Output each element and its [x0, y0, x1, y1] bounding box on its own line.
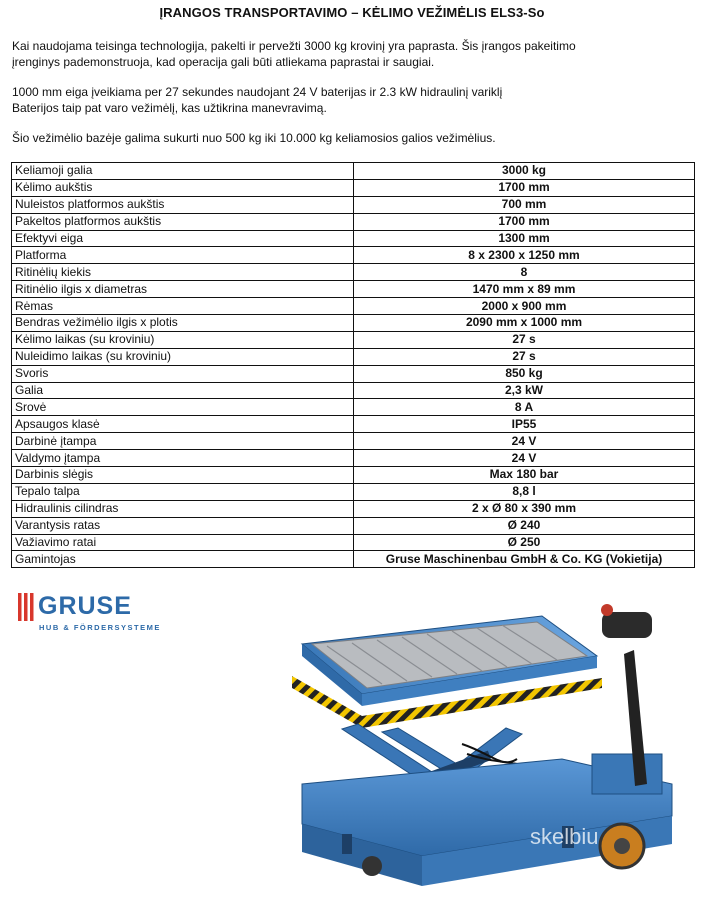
table-row — [12, 179, 695, 196]
spec-label: Valdymo įtampa — [12, 450, 354, 467]
spec-value: 2,3 kW — [354, 382, 695, 399]
spec-value: 1700 mm — [354, 213, 695, 230]
specification-table — [11, 162, 695, 568]
spec-label: Važiavimo ratai — [12, 534, 354, 551]
spec-value: 27 s — [354, 331, 695, 348]
table-row — [12, 281, 695, 298]
spec-value: Ø 250 — [354, 534, 695, 551]
spec-value: 24 V — [354, 433, 695, 450]
spec-label: Srovė — [12, 399, 354, 416]
spec-label: Efektyvi eiga — [12, 230, 354, 247]
table-row — [12, 196, 695, 213]
spec-value: 8 A — [354, 399, 695, 416]
spec-value: 8,8 l — [354, 483, 695, 500]
spec-value: 8 — [354, 264, 695, 281]
document-title: ĮRANGOS TRANSPORTAVIMO – KĖLIMO VEŽIMĖLIS ELS3-So — [159, 5, 545, 20]
spec-label: Tepalo talpa — [12, 483, 354, 500]
table-row — [12, 382, 695, 399]
spec-label: Keliamoji galia — [12, 163, 354, 180]
spec-value: 1300 mm — [354, 230, 695, 247]
spec-label: Pakeltos platformos aukštis — [12, 213, 354, 230]
table-row — [12, 213, 695, 230]
spec-label: Darbinė įtampa — [12, 433, 354, 450]
spec-label: Apsaugos klasė — [12, 416, 354, 433]
table-row — [12, 467, 695, 484]
spec-label: Nuleistos platformos aukštis — [12, 196, 354, 213]
table-row — [12, 348, 695, 365]
intro-paragraph — [12, 130, 702, 146]
spec-value: Ø 240 — [354, 517, 695, 534]
table-row — [12, 365, 695, 382]
table-row — [12, 416, 695, 433]
intro-line: įrenginys pademonstruoja, kad operacija gali būti atliekama paprastai ir saugiai. — [12, 55, 435, 69]
spec-value: 2090 mm x 1000 mm — [354, 315, 695, 332]
spec-label: Galia — [12, 382, 354, 399]
table-row — [12, 230, 695, 247]
table-row — [12, 163, 695, 180]
spec-label: Darbinis slėgis — [12, 467, 354, 484]
spec-value: 8 x 2300 x 1250 mm — [354, 247, 695, 264]
table-row — [12, 331, 695, 348]
table-row — [12, 483, 695, 500]
spec-value: 700 mm — [354, 196, 695, 213]
table-row — [12, 264, 695, 281]
logo-tagline: HUB & FÖRDERSYSTEME — [39, 623, 161, 632]
intro-line: 1000 mm eiga įveikiama per 27 sekundes naudojant 24 V baterijas ir 2.3 kW hidraulinį variklį — [12, 85, 503, 99]
table-row — [12, 247, 695, 264]
watermark-text: skelbiu — [530, 824, 599, 849]
spec-label: Kėlimo aukštis — [12, 179, 354, 196]
table-row — [12, 450, 695, 467]
spec-label: Svoris — [12, 365, 354, 382]
spec-label: Ritinėlių kiekis — [12, 264, 354, 281]
table-row — [12, 399, 695, 416]
spec-value: 2000 x 900 mm — [354, 298, 695, 315]
intro-paragraph — [12, 84, 702, 116]
spec-value: 27 s — [354, 348, 695, 365]
spec-label: Kėlimo laikas (su kroviniu) — [12, 331, 354, 348]
intro-line: Šio vežimėlio bazėje galima sukurti nuo 500 kg iki 10.000 kg keliamosios galios vežimėlius. — [12, 131, 496, 145]
intro-paragraph — [12, 38, 702, 70]
spec-value: Gruse Maschinenbau GmbH & Co. KG (Vokietija) — [354, 551, 695, 568]
table-row — [12, 534, 695, 551]
spec-value: Max 180 bar — [354, 467, 695, 484]
spec-value: 3000 kg — [354, 163, 695, 180]
spec-label: Ritinėlio ilgis x diametras — [12, 281, 354, 298]
spec-label: Varantysis ratas — [12, 517, 354, 534]
spec-value: 1470 mm x 89 mm — [354, 281, 695, 298]
table-row — [12, 315, 695, 332]
table-row — [12, 433, 695, 450]
spec-value: 850 kg — [354, 365, 695, 382]
intro-line: Kai naudojama teisinga technologija, pakelti ir pervežti 3000 kg krovinį yra paprasta. Šis įrangos pakeitimo — [12, 39, 576, 53]
table-row — [12, 517, 695, 534]
intro-text — [12, 38, 702, 160]
spec-value: 2 x Ø 80 x 390 mm — [354, 500, 695, 517]
lifting-trolley-image — [262, 594, 702, 896]
spec-label: Bendras vežimėlio ilgis x plotis — [12, 315, 354, 332]
spec-value: 24 V — [354, 450, 695, 467]
spec-value: IP55 — [354, 416, 695, 433]
spec-value: 1700 mm — [354, 179, 695, 196]
table-row — [12, 551, 695, 568]
spec-label: Rėmas — [12, 298, 354, 315]
table-row — [12, 500, 695, 517]
spec-label: Gamintojas — [12, 551, 354, 568]
logo-wordmark: GRUSE — [38, 592, 132, 620]
intro-line: Baterijos taip pat varo vežimėlį, kas užtikrina manevravimą. — [12, 101, 327, 115]
spec-label: Platforma — [12, 247, 354, 264]
table-row — [12, 298, 695, 315]
spec-label: Nuleidimo laikas (su kroviniu) — [12, 348, 354, 365]
spec-label: Hidraulinis cilindras — [12, 500, 354, 517]
